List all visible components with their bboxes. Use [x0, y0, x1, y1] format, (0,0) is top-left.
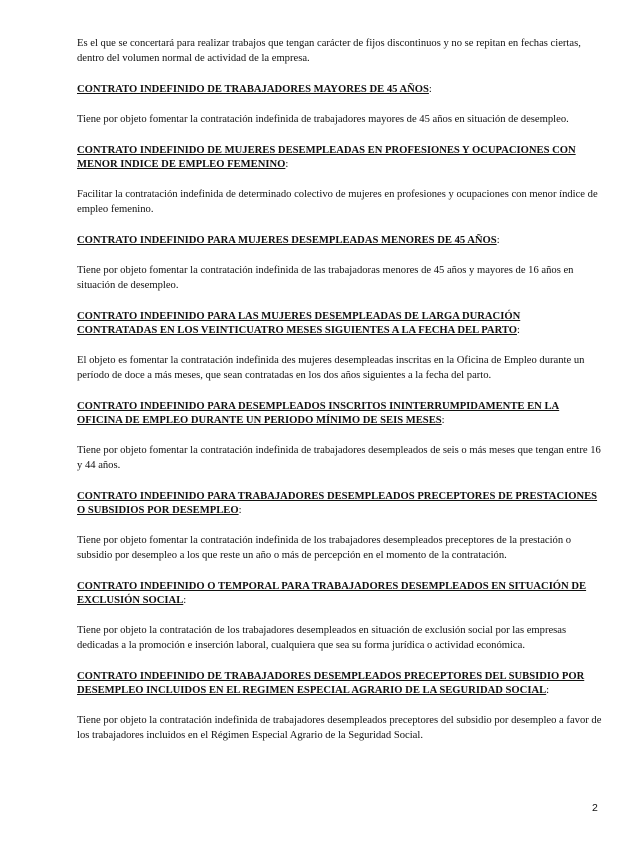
page-number: 2 [592, 802, 598, 814]
section-heading-colon: : [428, 84, 432, 95]
section-mujeres-menores-45 [77, 234, 602, 293]
section-heading-colon: : [238, 505, 242, 516]
section-heading-colon: : [516, 325, 520, 336]
section-body: El objeto es fomentar la contratación indefinida des mujeres desempleadas inscritas en la Oficina de Empleo durante un período de doce a más meses, que sean contratadas en los dos años siguientes a la fecha del parto. [77, 355, 585, 381]
section-heading-title: CONTRATO INDEFINIDO DE MUJERES DESEMPLEADAS EN PROFESIONES Y OCUPACIONES CON MENOR INDICE DE EMPLEO FEMENINO [77, 145, 576, 170]
section-inscritos-seis-meses [77, 400, 602, 473]
section-mujeres-larga-duracion [77, 310, 602, 383]
section-heading-colon: : [546, 685, 550, 696]
section-heading [77, 580, 602, 608]
section-heading-title: CONTRATO INDEFINIDO PARA MUJERES DESEMPLEADAS MENORES DE 45 AÑOS [77, 235, 497, 246]
section-body: Tiene por objeto fomentar la contratación indefinida de las trabajadoras menores de 45 años y mayores de 16 años en situación de desempleo. [77, 265, 574, 291]
section-heading [77, 490, 602, 518]
section-preceptores-prestaciones [77, 490, 602, 563]
section-heading-title: CONTRATO INDEFINIDO PARA DESEMPLEADOS INSCRITOS ININTERRUMPIDAMENTE EN LA OFICINA DE EMPLEO DURANTE UN PERIODO MÍNIMO DE SEIS MESES [77, 401, 560, 426]
section-heading-title: CONTRATO INDEFINIDO PARA LAS MUJERES DESEMPLEADAS DE LARGA DURACIÓN CONTRATADAS EN LOS VEINTICUATRO MESES SIGUIENTES A LA FECHA DEL PARTO [77, 311, 521, 336]
section-heading [77, 144, 602, 172]
section-body: Facilitar la contratación indefinida de determinado colectivo de mujeres en profesiones y ocupaciones con menor índice de empleo femenino. [77, 189, 598, 215]
section-mujeres-profesiones [77, 144, 602, 217]
document-page [77, 36, 602, 743]
section-regimen-agrario [77, 670, 602, 743]
section-exclusion-social [77, 580, 602, 653]
section-body: Tiene por objeto fomentar la contratación indefinida de trabajadores mayores de 45 años en situación de desempleo. [77, 114, 569, 125]
section-heading-title: CONTRATO INDEFINIDO PARA TRABAJADORES DESEMPLEADOS PRECEPTORES DE PRESTACIONES O SUBSIDIOS POR DESEMPLEO [77, 491, 598, 516]
section-heading [77, 234, 602, 248]
section-heading [77, 83, 602, 97]
section-mayores-45 [77, 83, 602, 127]
section-heading-colon: : [441, 415, 445, 426]
section-body: Tiene por objeto fomentar la contratación indefinida de los trabajadores desempleados preceptores de la prestación o subsidio por desempleo a los que reste un año o más de percepción en el momento de la contratación. [77, 535, 572, 561]
section-heading-colon: : [183, 595, 187, 606]
section-heading-colon: : [496, 235, 500, 246]
section-heading-colon: : [285, 159, 289, 170]
section-body: Tiene por objeto la contratación indefinida de trabajadores desempleados preceptores del subsidio por desempleo a favor de los trabajadores incluidos en el Régimen Especial Agrario de la Seguridad Social. [77, 715, 602, 741]
section-heading [77, 670, 602, 698]
section-body: Tiene por objeto fomentar la contratación indefinida de trabajadores desempleados de seis o más meses que tengan entre 16 y 44 años. [77, 445, 601, 471]
section-heading [77, 400, 602, 428]
section-body: Tiene por objeto la contratación de los trabajadores desempleados en situación de exclusión social por las empresas dedicadas a la promoción e inserción laboral, cualquiera que sea su forma jurídica o actividad económica. [77, 625, 567, 651]
section-heading [77, 310, 602, 338]
section-heading-title: CONTRATO INDEFINIDO DE TRABAJADORES DESEMPLEADOS PRECEPTORES DEL SUBSIDIO POR DESEMPLEO INCLUIDOS EN EL REGIMEN ESPECIAL AGRARIO DE LA SEGURIDAD SOCIAL [77, 671, 585, 696]
section-heading-title: CONTRATO INDEFINIDO O TEMPORAL PARA TRABAJADORES DESEMPLEADOS EN SITUACIÓN DE EXCLUSIÓN SOCIAL [77, 581, 587, 606]
section-heading-title: CONTRATO INDEFINIDO DE TRABAJADORES MAYORES DE 45 AÑOS [77, 84, 429, 95]
intro-paragraph: Es el que se concertará para realizar trabajos que tengan carácter de fijos discontinuos y no se repitan en fechas ciertas, dentro del volumen normal de actividad de la empresa. [77, 38, 581, 64]
